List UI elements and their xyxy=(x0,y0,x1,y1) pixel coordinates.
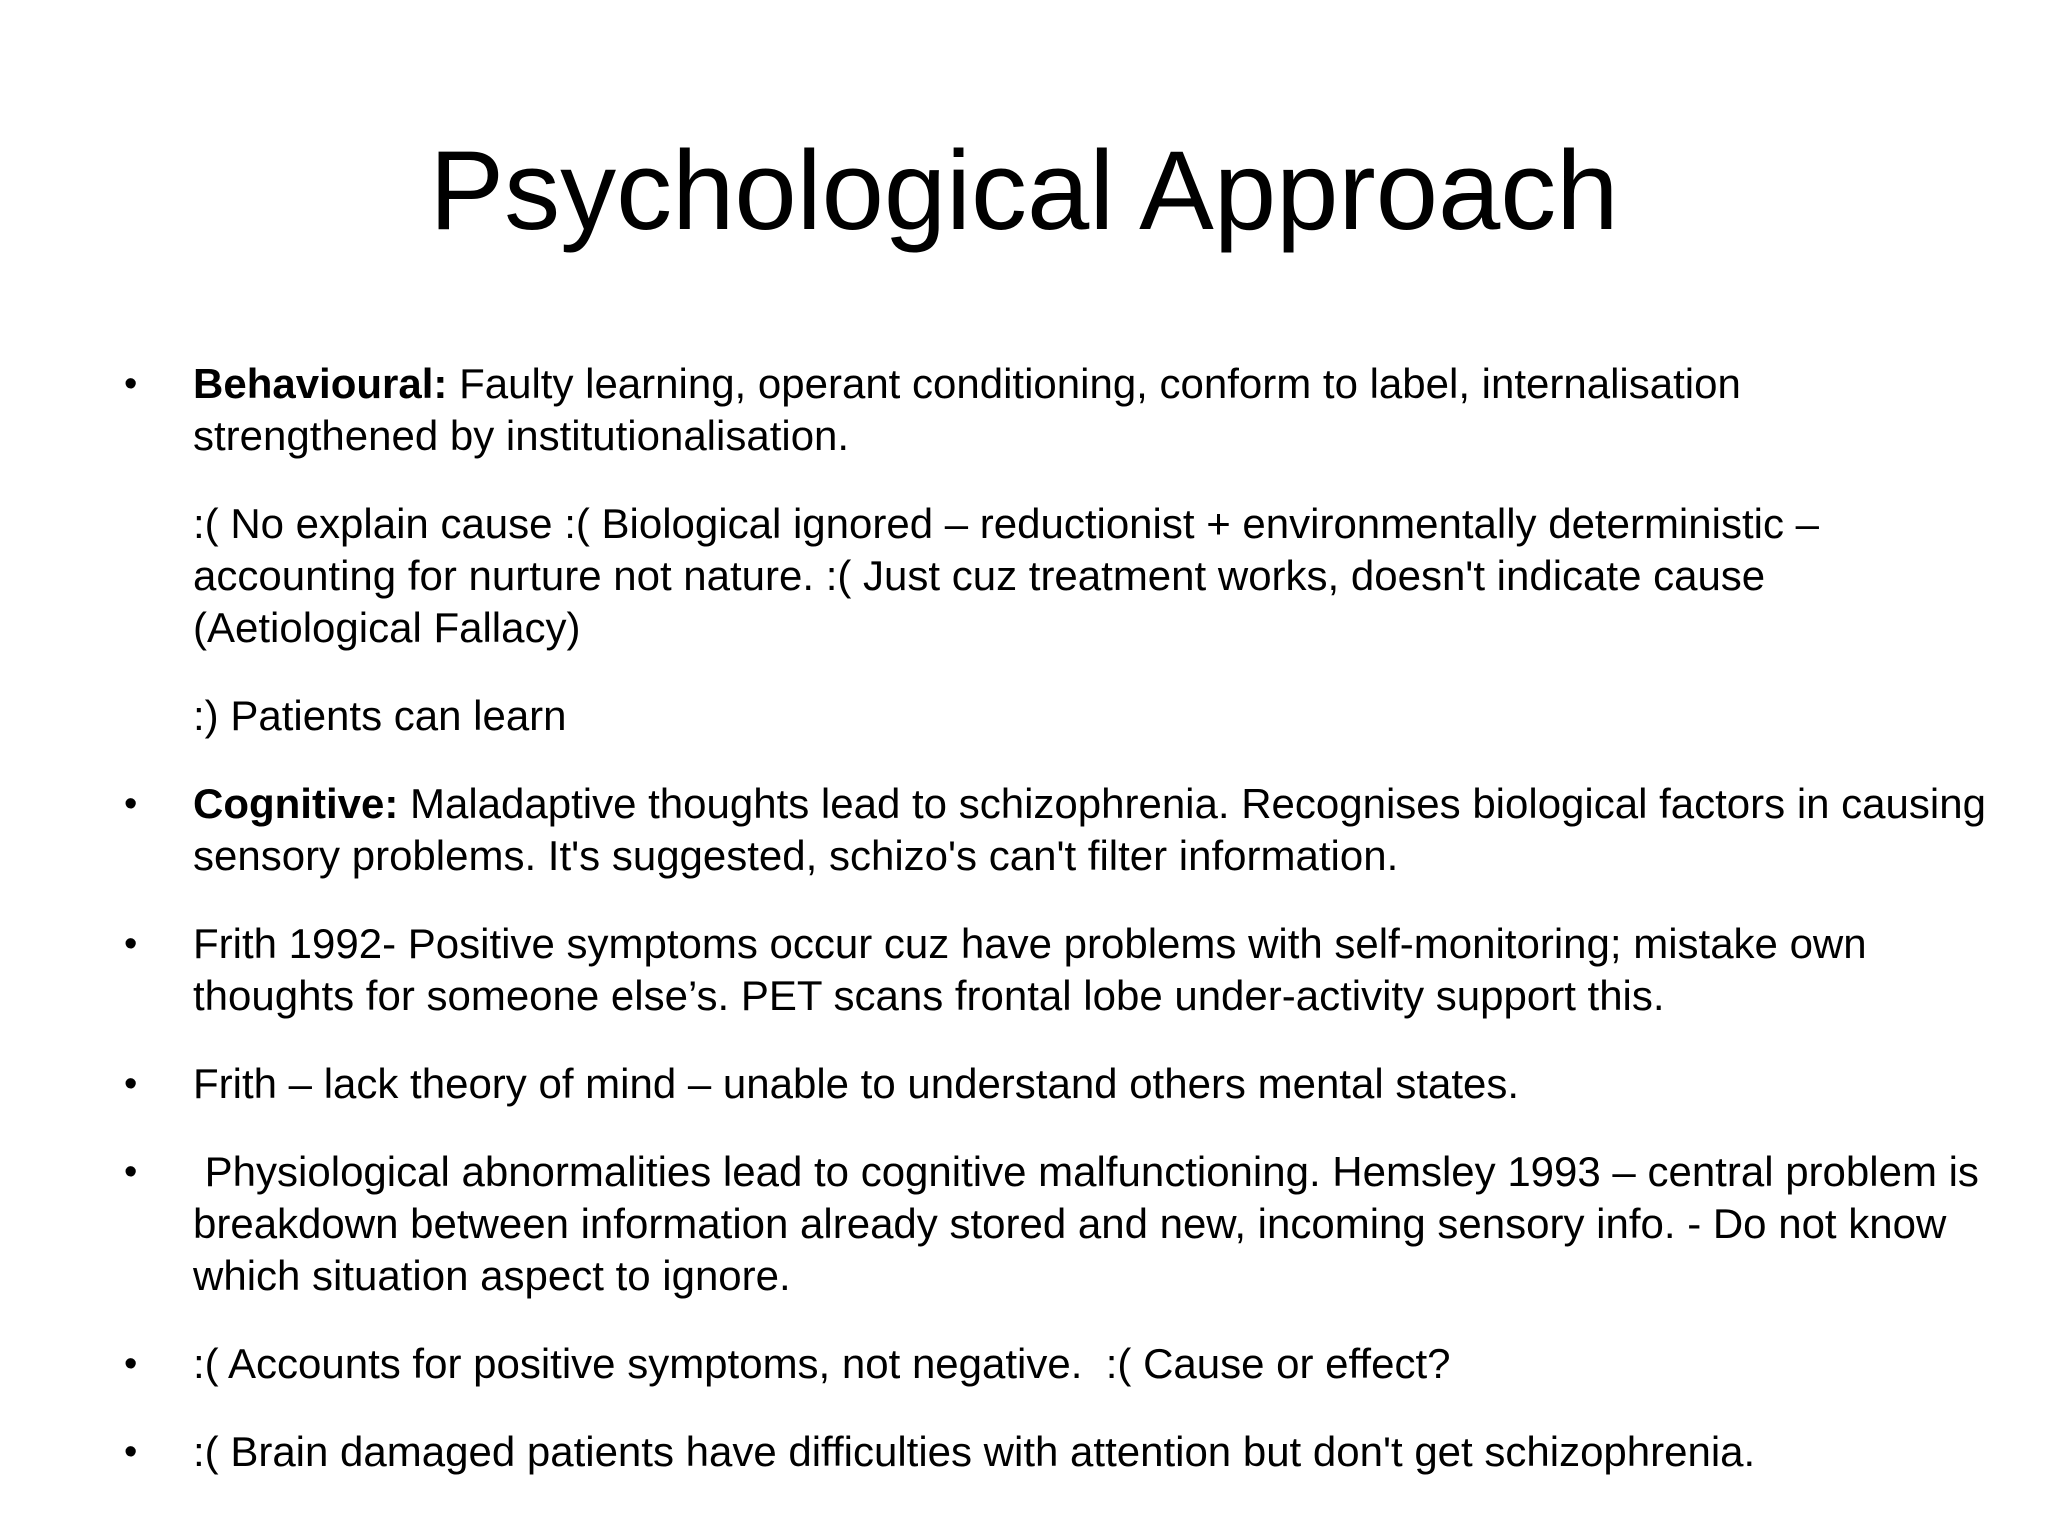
paragraph-text: :) Patients can learn xyxy=(193,692,567,739)
sub-paragraph-strength xyxy=(0,690,1993,742)
slide-title: Psychological Approach xyxy=(429,128,1619,253)
paragraph-text: :( No explain cause :( Biological ignored – reductionist + environmentally deterministic – accounting for nurture not nature. :( Just cuz treatment works, doesn't indicate cause (Aetiological Fallacy) xyxy=(193,500,1819,651)
bullet-text: Maladaptive thoughts lead to schizophrenia. Recognises biological factors in causing sensory problems. It's suggested, schizo's can't filter information. xyxy=(193,780,1986,879)
bullet-text: :( Brain damaged patients have difficulties with attention but don't get schizophrenia. xyxy=(193,1428,1756,1475)
bullet-dot-icon: • xyxy=(124,1343,138,1385)
bullet-text: :( Accounts for positive symptoms, not negative. :( Cause or effect? xyxy=(193,1340,1451,1387)
bullet-text: Frith 1992- Positive symptoms occur cuz have problems with self-monitoring; mistake own thoughts for someone else’s. PET scans frontal lobe under-activity support this. xyxy=(193,920,1867,1019)
bullet-dot-icon: • xyxy=(124,1151,138,1193)
bullet-item-cognitive xyxy=(0,778,1993,882)
bullet-item-frith-1992 xyxy=(0,918,1993,1022)
bullet-dot-icon: • xyxy=(124,363,138,405)
bullet-text: Faulty learning, operant conditioning, conform to label, internalisation strengthened by institutionalisation. xyxy=(193,360,1741,459)
bullet-item-brain-damaged xyxy=(0,1426,1993,1478)
bullet-text: Frith – lack theory of mind – unable to understand others mental states. xyxy=(193,1060,1520,1107)
sub-paragraph-criticism xyxy=(0,498,1993,654)
bullet-lead: Behavioural: xyxy=(193,360,448,407)
slide-body xyxy=(0,358,2048,1514)
bullet-text: Physiological abnormalities lead to cognitive malfunctioning. Hemsley 1993 – central problem is breakdown between information already stored and new, incoming sensory info. - Do not know which situation aspect to ignore. xyxy=(193,1148,1991,1299)
bullet-item-behavioural xyxy=(0,358,1993,462)
bullet-item-positive-symptoms xyxy=(0,1338,1993,1390)
bullet-item-frith-theory-of-mind xyxy=(0,1058,1993,1110)
bullet-dot-icon: • xyxy=(124,923,138,965)
bullet-lead: Cognitive: xyxy=(193,780,399,827)
bullet-dot-icon: • xyxy=(124,1431,138,1473)
bullet-dot-icon: • xyxy=(124,783,138,825)
bullet-dot-icon: • xyxy=(124,1063,138,1105)
bullet-item-hemsley xyxy=(0,1146,1993,1302)
